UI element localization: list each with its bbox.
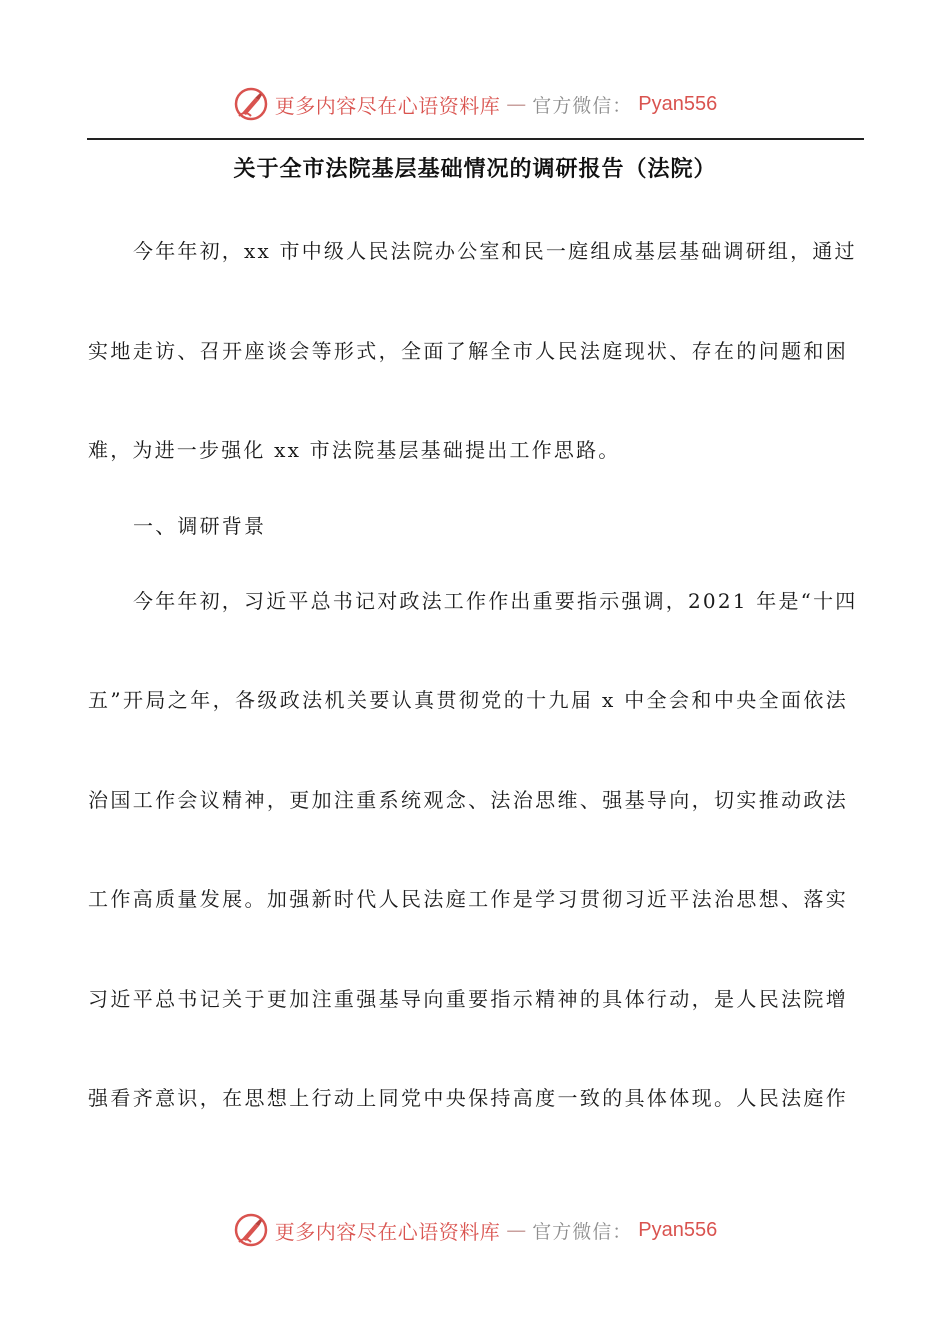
header-watermark	[0, 84, 950, 124]
section-heading: 一、调研背景	[133, 514, 267, 538]
body-line: 实地走访、召开座谈会等形式，全面了解全市人民法庭现状、存在的问题和困	[88, 339, 848, 363]
footer-watermark	[0, 1210, 950, 1250]
watermark-main-text: 更多内容尽在心语资料库	[274, 93, 501, 118]
watermark-wechat-id: Pyan556	[638, 1218, 718, 1241]
header-divider	[87, 138, 864, 140]
body-line: 今年年初，习近平总书记对政法工作作出重要指示强调，2021 年是“十四	[133, 589, 858, 613]
body-line: 治国工作会议精神，更加注重系统观念、法治思维、强基导向，切实推动政法	[88, 788, 848, 812]
watermark-main-text: 更多内容尽在心语资料库	[274, 1219, 501, 1244]
watermark-wechat-id: Pyan556	[638, 92, 718, 115]
body-line: 今年年初，xx 市中级人民法院办公室和民一庭组成基层基础调研组，通过	[133, 239, 857, 263]
watermark-dash: —	[506, 92, 527, 116]
body-line: 强看齐意识，在思想上行动上同党中央保持高度一致的具体体现。人民法庭作	[88, 1086, 848, 1110]
watermark-label: 官方微信：	[532, 94, 633, 117]
body-line: 难，为进一步强化 xx 市法院基层基础提出工作思路。	[88, 438, 621, 462]
body-line: 工作高质量发展。加强新时代人民法庭工作是学习贯彻习近平法治思想、落实	[88, 887, 848, 911]
pen-nib-logo-icon	[233, 1212, 269, 1248]
watermark-label: 官方微信：	[532, 1220, 633, 1243]
body-line: 习近平总书记关于更加注重强基导向重要指示精神的具体行动，是人民法院增	[88, 987, 848, 1011]
pen-nib-logo-icon	[233, 86, 269, 122]
watermark-dash: —	[506, 1218, 527, 1242]
body-line: 五”开局之年，各级政法机关要认真贯彻党的十九届 x 中全会和中央全面依法	[88, 688, 848, 712]
document-title: 关于全市法院基层基础情况的调研报告（法院）	[233, 156, 717, 182]
